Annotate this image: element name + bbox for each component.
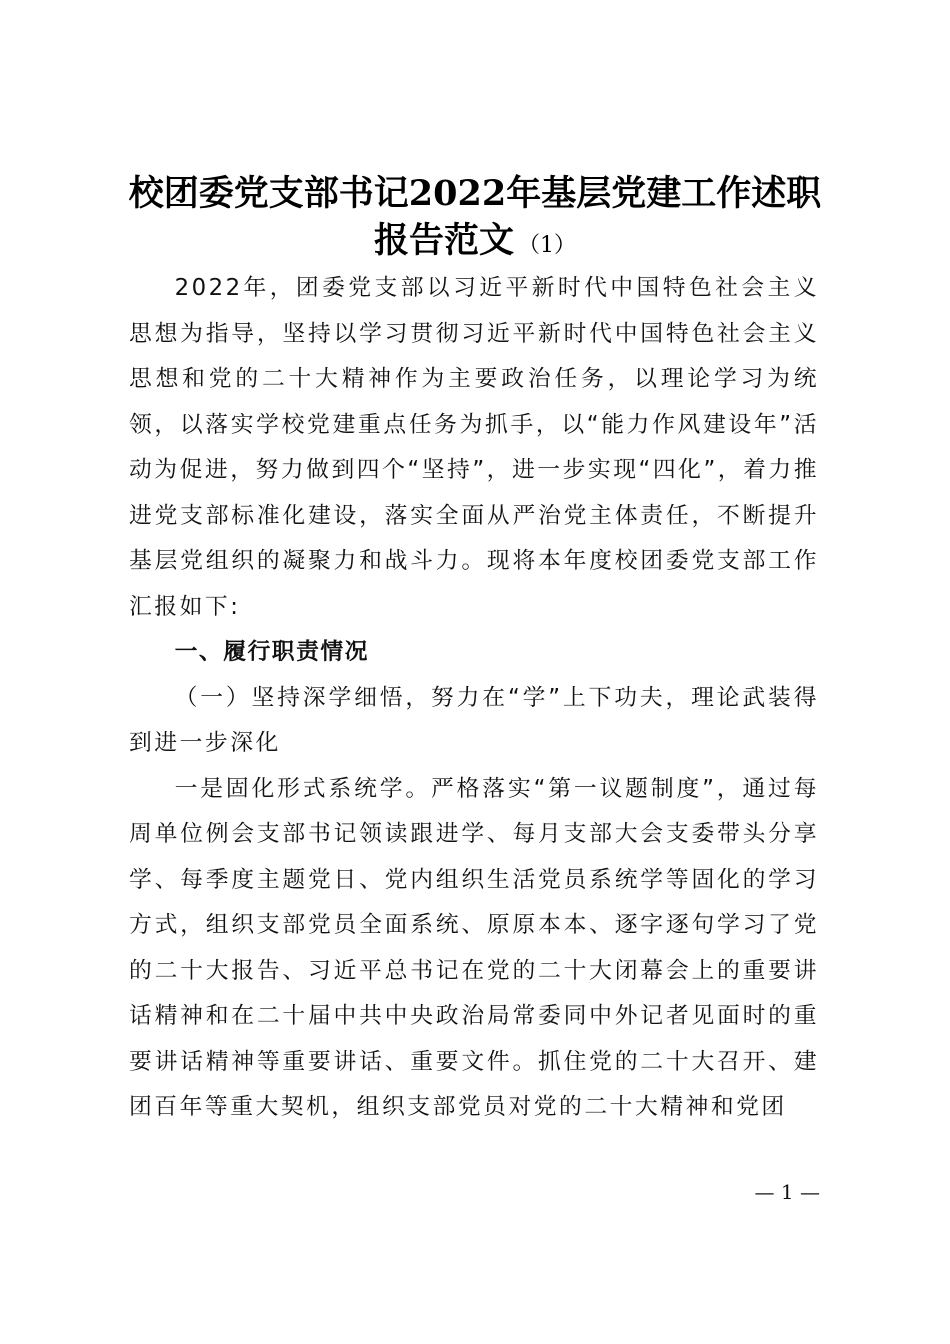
title-line-2: 报告范文 <box>373 220 514 261</box>
title-line-1: 校团委党支部书记2022年基层党建工作述职 <box>128 173 822 214</box>
section-heading: 一、履行职责情况 <box>174 639 369 665</box>
document-title-continued <box>120 219 830 268</box>
title-suffix: （1） <box>518 233 576 258</box>
document-title <box>120 172 830 216</box>
body-paragraph: 一是固化形式系统学。严格落实“第一议题制度”，通过每周单位例会支部书记领读跟进学、每月支部大会支委带头分享学、每季度主题党日、党内组织生活党员系统学等固化的学习方式，组织支部党员全面系统、原原本本、逐字逐句学习了党的二十大报告、习近平总书记在党的二十大闭幕会上的重要讲话精神和在二十届中共中央政治局常委同中外记者见面时的重要讲话精神等重要讲话、重要文件。抓住党的二十大召开、建团百年等重大契机，组织支部党员对党的二十大精神和党团 <box>129 775 819 1120</box>
intro-paragraph: 2022年，团委党支部以习近平新时代中国特色社会主义思想为指导，坚持以学习贯彻习近平新时代中国特色社会主义思想和党的二十大精神作为主要政治任务，以理论学习为统领，以落实学校党建重点任务为抓手，以“能力作风建设年”活动为促进，努力做到四个“坚持”，进一步实现“四化”，着力推进党支部标准化建设，落实全面从严治党主体责任，不断提升基层党组织的凝聚力和战斗力。现将本年度校团委党支部工作汇报如下: <box>129 275 819 620</box>
page-number: — 1 — <box>754 1180 820 1204</box>
subsection-heading: （一）坚持深学细悟，努力在“学”上下功夫，理论武装得到进一步深化 <box>129 684 819 756</box>
document-body <box>129 266 819 1131</box>
